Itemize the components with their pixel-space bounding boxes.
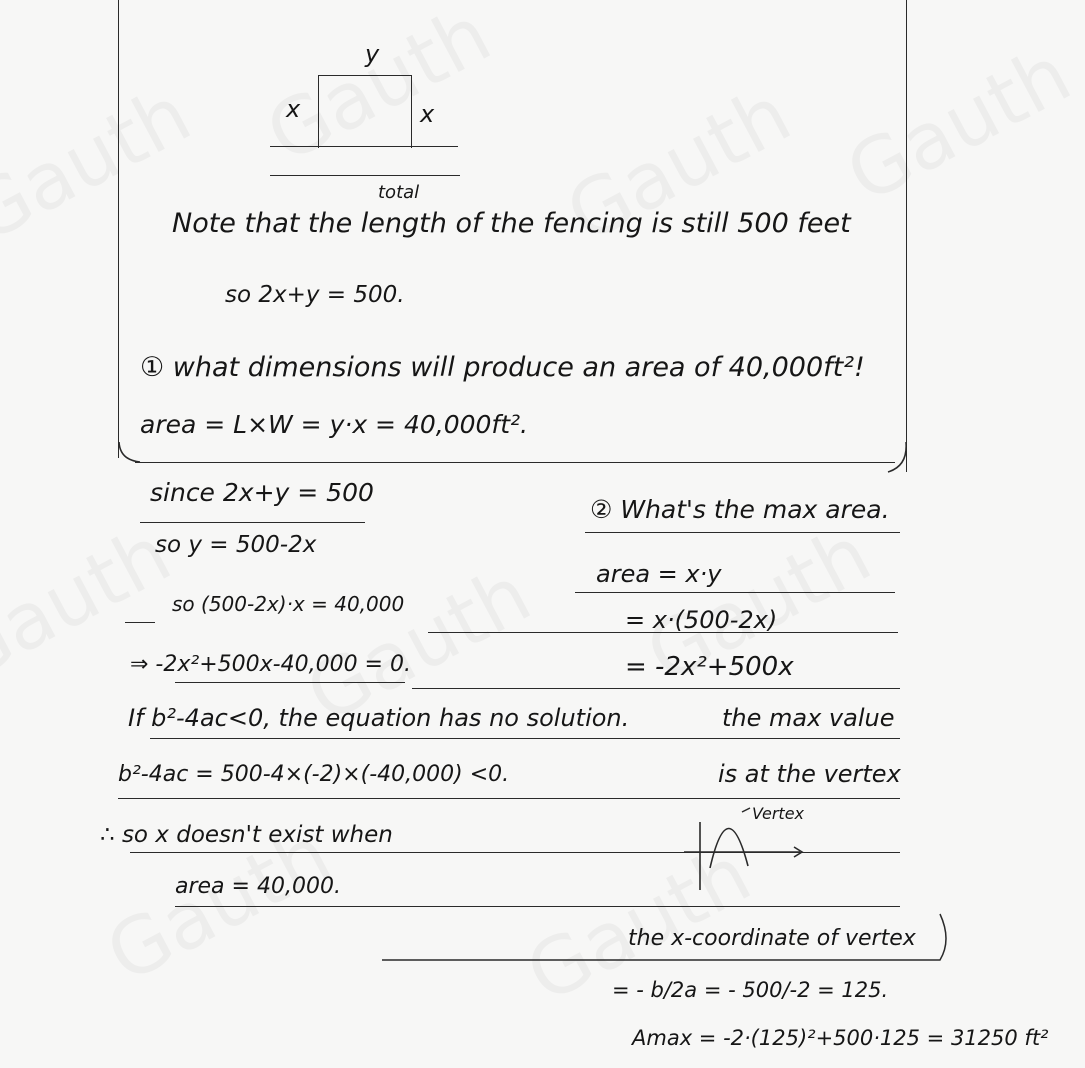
area-xy: area = x·y [596,560,722,588]
area-x-expression: = x·(500-2x) [625,606,778,634]
frame-bottom-line [135,462,895,463]
frame-right-corner [880,440,920,480]
vertex-label: Vertex [752,804,805,823]
rule-3 [118,798,900,799]
frame-left-line [118,0,119,458]
river-line-1 [270,146,458,147]
x-coordinate-bracket [380,900,960,970]
constraint-equation: so 2x+y = 500. [225,282,405,308]
vertex-formula: = - b/2a = - 500/-2 = 125. [612,978,889,1002]
area-polynomial: = -2x²+500x [625,652,794,682]
area-xy-underline [575,592,895,593]
at-vertex-text: is at the vertex [718,760,901,788]
question-2: ② What's the max area. [590,495,890,524]
watermark [833,29,1085,220]
x-coordinate-text: the x-coordinate of vertex [628,926,916,951]
rule-2 [150,738,900,739]
max-value-text: the max value [722,704,895,732]
parabola-sketch [670,800,810,895]
fence-rectangle [318,75,412,148]
frame-left-corner [110,440,150,470]
discriminant-calc: b²-4ac = 500-4×(-2)×(-40,000) <0. [118,762,510,787]
diagram-label-x-right: x [420,100,435,128]
diagram-label-total: total [378,182,420,203]
area-equation: area = L×W = y·x = 40,000ft². [140,410,529,439]
frame-right-line [906,0,907,472]
quadratic-line: ⇒ -2x²+500x-40,000 = 0. [130,652,411,677]
so-y-line: so y = 500-2x [155,532,317,558]
since-line: since 2x+y = 500 [150,478,374,507]
rule-1 [125,622,155,623]
diagram-label-y: y [365,40,380,68]
discriminant-condition: If b²-4ac<0, the equation has no solution. [128,704,630,732]
substitution-line: so (500-2x)·x = 40,000 [172,592,405,616]
question-1: ① what dimensions will produce an area of 40,000ft²! [140,352,865,383]
note-line: Note that the length of the fencing is still 500 feet [172,208,851,239]
doesnt-exist-line: ∴ so x doesn't exist when [100,822,393,848]
area-40000-line: area = 40,000. [175,874,341,899]
since-underline [140,522,365,523]
rule-7 [412,688,900,689]
q2-underline [585,532,900,533]
river-line-2 [270,175,460,176]
max-area-result: Amax = -2·(125)²+500·125 = 31250 ft² [632,1026,1049,1050]
diagram-label-x-left: x [286,95,301,123]
quad-underline [175,682,405,683]
